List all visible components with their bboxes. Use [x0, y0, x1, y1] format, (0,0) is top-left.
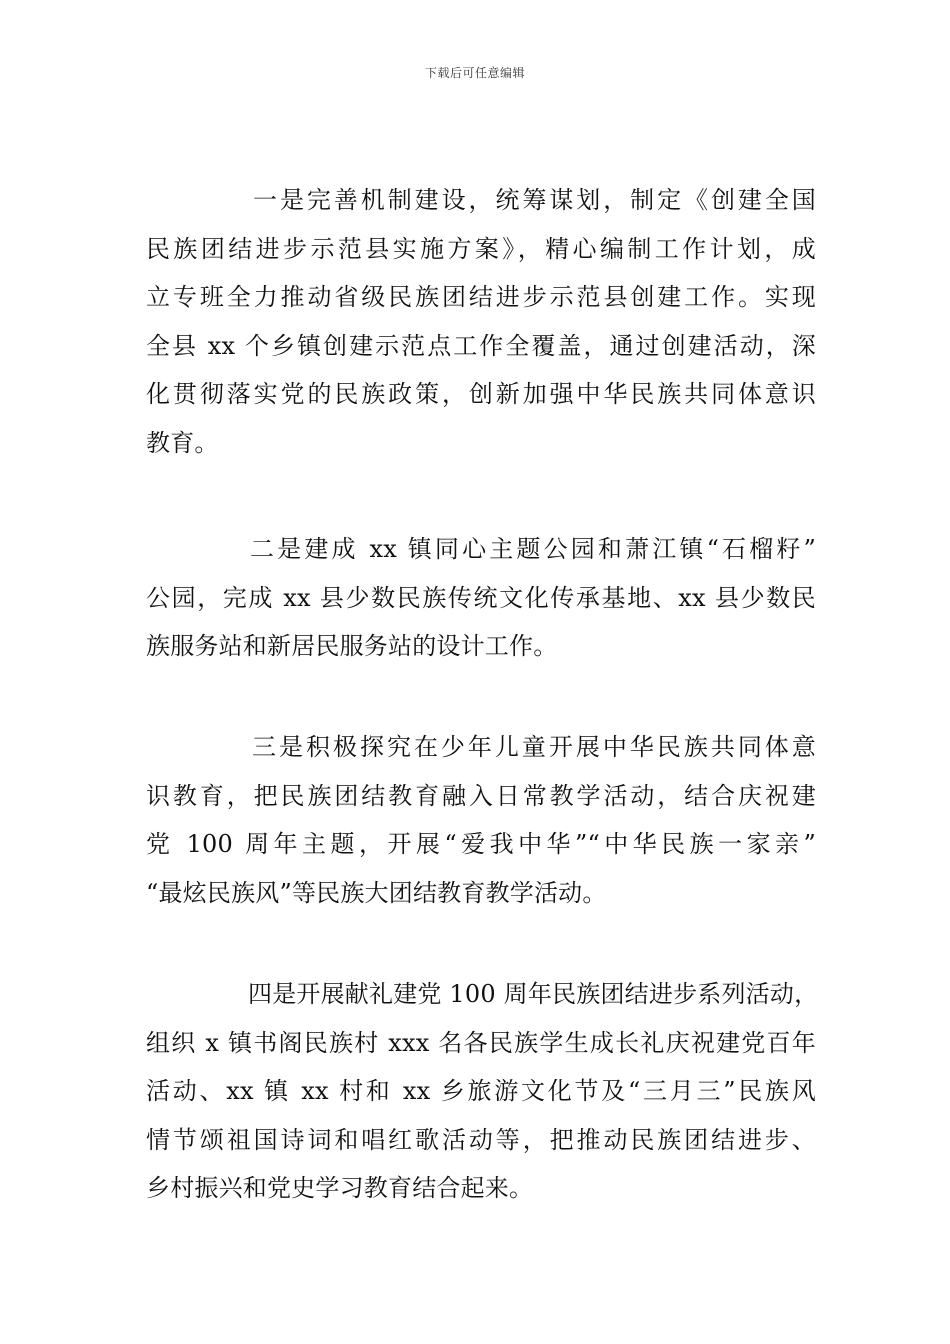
paragraph-line: 族服务站和新居民服务站的设计工作。	[146, 632, 558, 661]
paragraph-line: 全县 xx 个乡镇创建示范点工作全覆盖，通过创建活动，深	[146, 331, 816, 360]
paragraph-line: 组织 x 镇书阁民族村 xxx 名各民族学生成长礼庆祝建党百年	[146, 1028, 816, 1057]
paragraph-line: 教育。	[146, 428, 219, 457]
paragraph-1	[146, 176, 816, 468]
page-header: 下载后可任意编辑	[424, 66, 525, 80]
paragraph-line: 党 100 周年主题，开展“爱我中华”“中华民族一家亲”	[146, 830, 816, 859]
paragraph-4	[146, 970, 819, 1213]
paragraph-line: 一是完善机制建设，统筹谋划，制定《创建全国	[253, 186, 816, 214]
paragraph-line: 三是积极探究在少年儿童开展中华民族共同体意	[252, 733, 816, 761]
paragraph-line: 公园，完成 xx 县少数民族传统文化传承基地、xx 县少数民	[146, 583, 816, 612]
paragraph-line: 识教育，把民族团结教育融入日常教学活动，结合庆祝建	[146, 781, 816, 810]
paragraph-line: 情节颂祖国诗词和唱红歌活动等，把推动民族团结进步、	[146, 1125, 816, 1154]
paragraph-line: 立专班全力推动省级民族团结进步示范县创建工作。实现	[146, 283, 816, 312]
paragraph-line: “最炫民族风”等民族大团结教育教学活动。	[146, 878, 607, 907]
paragraph-3	[146, 723, 816, 917]
paragraph-line: 化贯彻落实党的民族政策，创新加强中华民族共同体意识	[146, 380, 816, 409]
paragraph-line: 二是建成 xx 镇同心主题公园和萧江镇“石榴籽”	[250, 535, 816, 563]
paragraph-2	[146, 525, 816, 671]
paragraph-line: 四是开展献礼建党 100 周年民族团结进步系列活动，	[248, 980, 819, 1008]
paragraph-line: 民族团结进步示范县实施方案》，精心编制工作计划，成	[146, 234, 816, 263]
paragraph-line: 活动、xx 镇 xx 村和 xx 乡旅游文化节及“三月三”民族风	[146, 1077, 816, 1106]
paragraph-line: 乡村振兴和党史学习教育结合起来。	[146, 1174, 534, 1203]
